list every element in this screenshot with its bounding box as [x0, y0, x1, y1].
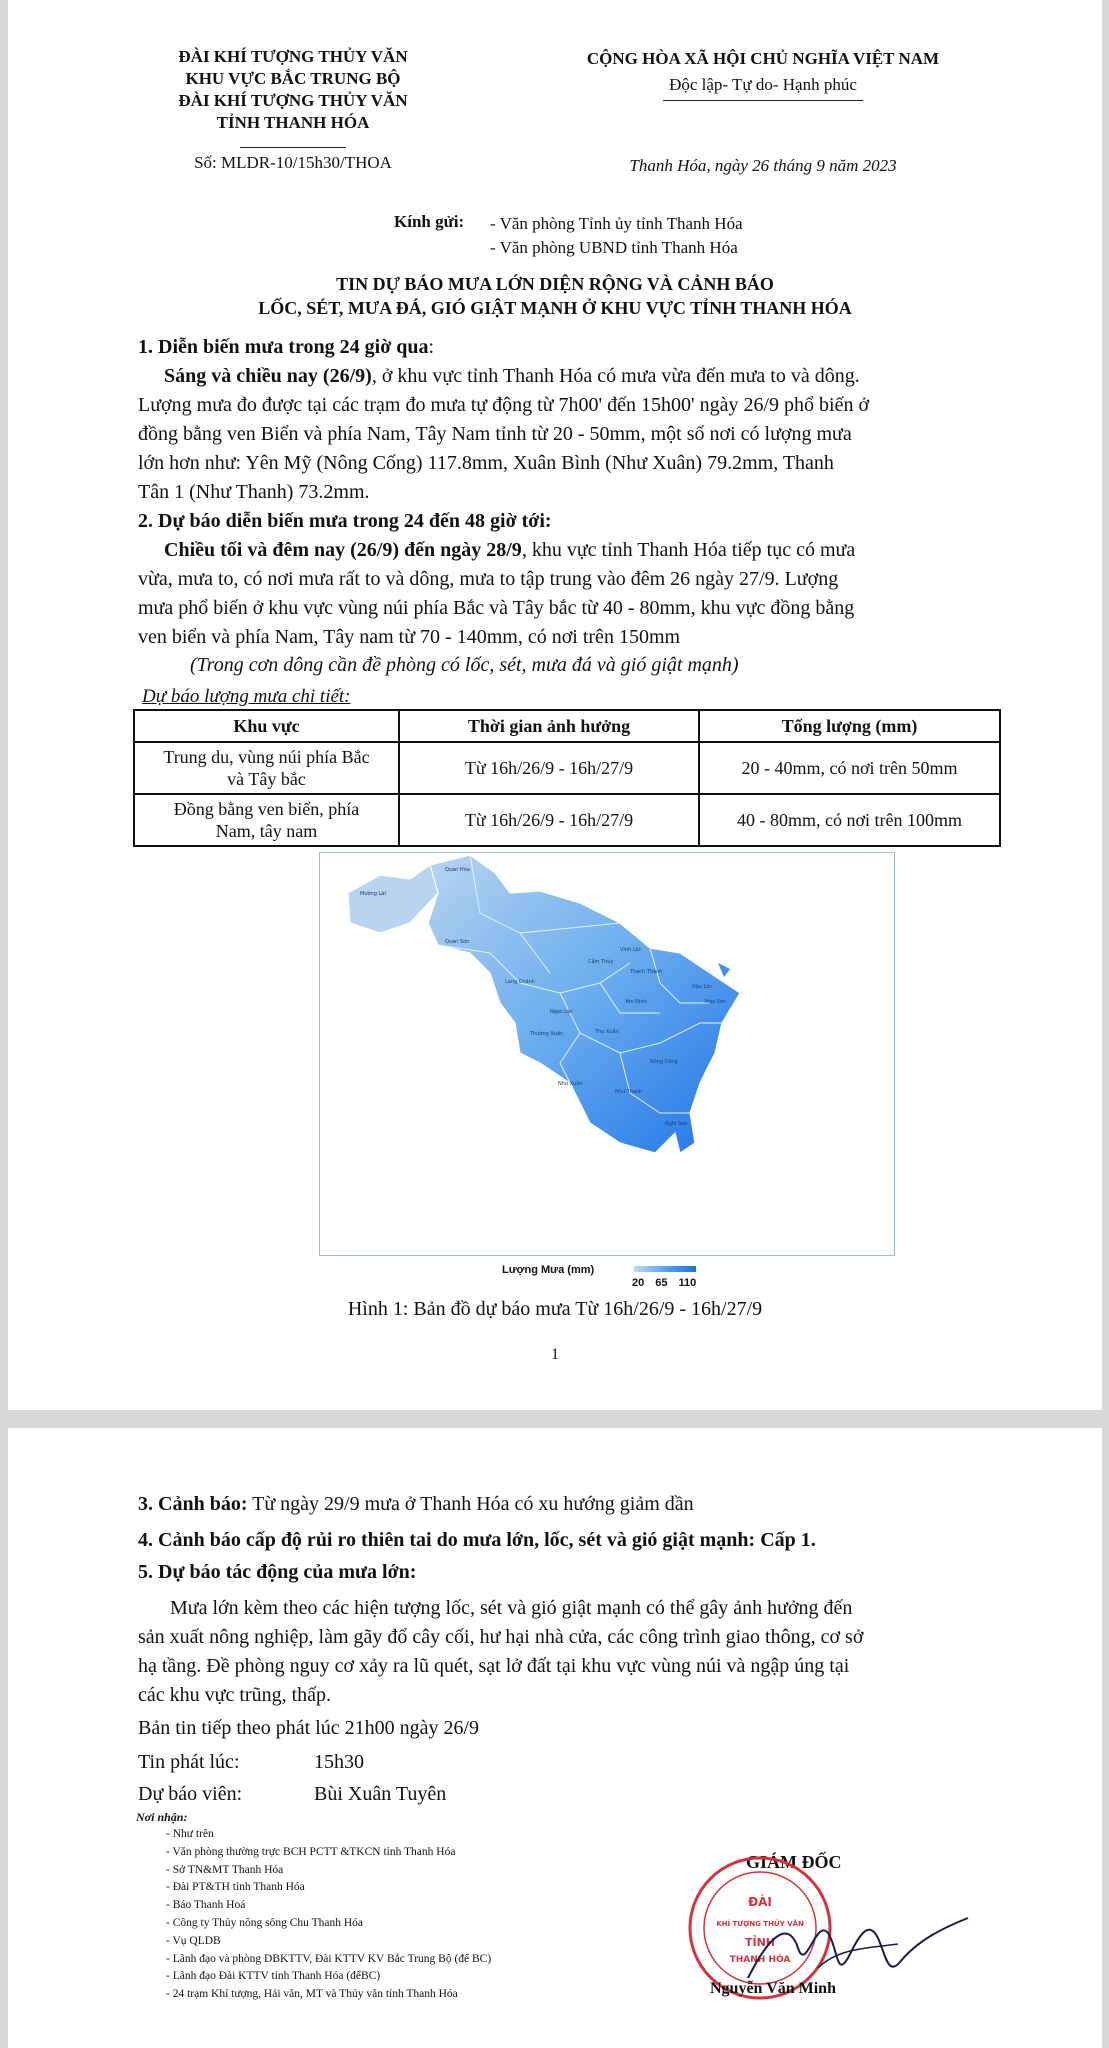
map-legend-ticks: [632, 1277, 712, 1289]
coastal-island: [718, 963, 730, 977]
paragraph-line: Mưa lớn kèm theo các hiện tượng lốc, sét và gió giật mạnh có thể gây ảnh hưởng đến: [170, 1597, 853, 1619]
map-label: Hậu Lộc: [692, 984, 713, 990]
bulletin-title: [108, 272, 1002, 320]
map-label: Thường Xuân: [530, 1031, 564, 1037]
table-row: [134, 794, 1000, 846]
map-label: Cẩm Thủy: [588, 959, 614, 965]
total-cell: 20 - 40mm, có nơi trên 50mm: [699, 742, 1000, 794]
province-shape: [428, 855, 740, 1153]
stamp-line: THANH HÓA: [729, 1955, 791, 1965]
table-row: [134, 742, 1000, 794]
paragraph-line: Lượng mưa đo được tại các trạm đo mưa tự động từ 7h00' đến 15h00' ngày 26/9 phổ biến ở: [138, 394, 870, 416]
org-block-left: [158, 46, 428, 134]
motto-underline: [663, 100, 863, 101]
recipient-item: - Đài PT&TH tỉnh Thanh Hóa: [166, 1881, 305, 1894]
recipient-item: - Văn phòng thường trực BCH PCTT &TKCN tỉnh Thanh Hóa: [166, 1845, 456, 1858]
map-label: Quan Hóa: [445, 867, 470, 873]
map-label: Yên Định: [625, 999, 647, 1005]
area-line: Đồng bằng ven biển, phía: [173, 799, 360, 819]
warning-text: Từ ngày 29/9 mưa ở Thanh Hóa có xu hướng giảm dần: [247, 1493, 694, 1515]
document-page-2: [8, 1428, 1102, 2048]
impact-paragraph: [138, 1594, 1038, 1743]
paragraph-line: lớn hơn như: Yên Mỹ (Nông Cống) 117.8mm, Xuân Bình (Như Xuân) 79.2mm, Thanh: [138, 452, 834, 474]
map-label: Lang Chánh: [505, 979, 535, 985]
area-line: Trung du, vùng núi phía Bắc: [163, 747, 370, 767]
section-heading: 1. Diễn biến mưa trong 24 giờ qua: [138, 336, 429, 358]
issued-value: 15h30: [314, 1751, 364, 1773]
paragraph-line: đồng bằng ven Biển và phía Nam, Tây Nam tỉnh từ 20 - 50mm, một số nơi có lượng mưa: [138, 423, 852, 445]
paragraph-line: hạ tầng. Đề phòng nguy cơ xảy ra lũ quét, sạt lở đất tại khu vực vùng núi và ngập úng tại: [138, 1655, 850, 1677]
figure-caption: Hình 1: Bản đồ dự báo mưa Từ 16h/26/9 - 16h/27/9: [347, 1298, 763, 1320]
stamp-line: TỈNH: [744, 1936, 776, 1949]
paragraph-line: vừa, mưa to, có nơi mưa rất to và dông, mưa to tập trung vào đêm 26 ngày 27/9. Lượng: [138, 568, 839, 590]
header-cell: Thời gian ảnh hưởng: [399, 710, 699, 742]
recipient-item: - Như trên: [166, 1828, 214, 1840]
map-label: Như Xuân: [558, 1081, 583, 1087]
time-cell: Từ 16h/26/9 - 16h/27/9: [399, 742, 699, 794]
paragraph-line: Tân 1 (Như Thanh) 73.2mm.: [138, 481, 370, 503]
time-cell: Từ 16h/26/9 - 16h/27/9: [399, 794, 699, 846]
recipient-item: - 24 trạm Khí tượng, Hải văn, MT và Thủy văn tỉnh Thanh Hóa: [166, 1988, 458, 2001]
map-label: Mường Lát: [360, 891, 387, 897]
area-line: và Tây bắc: [227, 769, 306, 789]
doc-number: Số: MLDR-10/15h30/THOA: [194, 153, 392, 172]
signer-title: GIÁM ĐỐC: [746, 1852, 842, 1872]
paragraph-line: sản xuất nông nghiệp, làm gãy đổ cây cối, hư hại nhà cửa, các công trình giao thông, cơ sở: [138, 1626, 864, 1648]
map-label: Nông Cống: [650, 1059, 678, 1065]
org-line: ĐÀI KHÍ TƯỢNG THỦY VĂN: [178, 47, 408, 66]
table-header-row: [134, 710, 1000, 742]
issue-info: [138, 1746, 638, 1810]
map-legend-bar: [634, 1266, 696, 1272]
signer-name: Nguyễn Văn Minh: [710, 1980, 836, 1997]
motto: Độc lập- Tự do- Hạnh phúc: [669, 75, 857, 94]
section-3-5: [138, 1488, 1038, 1588]
org-underline: [240, 147, 346, 148]
title-line: TIN DỰ BÁO MƯA LỚN DIỆN RỘNG VÀ CẢNH BÁO: [336, 274, 774, 294]
recipient-item: - Báo Thanh Hoá: [166, 1899, 246, 1912]
rain-forecast-table: [133, 709, 1001, 847]
paragraph-text: , khu vực tỉnh Thanh Hóa tiếp tục có mưa: [521, 539, 856, 561]
lead-text: Chiều tối và đêm nay (26/9) đến ngày 28/9: [164, 539, 522, 561]
title-line: LỐC, SÉT, MƯA ĐÁ, GIÓ GIẬT MẠNH Ở KHU VỰC TỈNH THANH HÓA: [258, 298, 852, 318]
legend-tick: 65: [655, 1277, 668, 1289]
paragraph-text: , ở khu vực tỉnh Thanh Hóa có mưa vừa đến mưa to và dông.: [371, 365, 860, 387]
org-line: ĐÀI KHÍ TƯỢNG THỦY VĂN: [178, 91, 408, 110]
date-line: Thanh Hóa, ngày 26 tháng 9 năm 2023: [629, 156, 897, 175]
thunderstorm-note: (Trong cơn dông cần đề phòng có lốc, sét, mưa đá và gió giật mạnh): [190, 654, 739, 676]
section-heading: 4. Cảnh báo cấp độ rủi ro thiên tai do mưa lớn, lốc, sét và gió giật mạnh: Cấp 1.: [138, 1529, 816, 1551]
legend-tick: 20: [632, 1277, 645, 1289]
paragraph-line: ven biển và phía Nam, Tây nam từ 70 - 140mm, có nơi trên 150mm: [138, 626, 681, 648]
section-1: [138, 333, 1018, 678]
recipient-label: Kính gửi:: [394, 212, 465, 231]
recipient-line: - Văn phòng UBND tỉnh Thanh Hóa: [490, 238, 738, 257]
area-line: Nam, tây nam: [215, 821, 318, 841]
area-cell: [134, 742, 399, 794]
heading-colon: :: [428, 336, 435, 358]
recipient-line: - Văn phòng Tỉnh ủy tỉnh Thanh Hóa: [490, 214, 743, 233]
republic-title: CỘNG HÒA XÃ HỘI CHỦ NGHĨA VIỆT NAM: [586, 49, 940, 68]
map-label: Quan Sơn: [445, 939, 470, 945]
next-bulletin: Bản tin tiếp theo phát lúc 21h00 ngày 26/9: [138, 1717, 480, 1739]
document-page-1: [8, 0, 1102, 1410]
section-heading: 3. Cảnh báo:: [138, 1493, 248, 1515]
map-label: Thạch Thành: [630, 969, 663, 975]
map-legend-title: Lượng Mưa (mm): [502, 1264, 595, 1276]
paragraph-line: mưa phổ biến ở khu vực vùng núi phía Bắc và Tây bắc từ 40 - 80mm, khu vực đồng bằng: [138, 597, 855, 619]
recipient-item: - Lãnh đạo và phòng DBKTTV, Đài KTTV KV Bắc Trung Bộ (để BC): [166, 1952, 492, 1965]
paragraph-line: các khu vực trũng, thấp.: [138, 1684, 331, 1706]
legend-tick: 110: [678, 1277, 697, 1289]
forecaster-value: Bùi Xuân Tuyên: [314, 1783, 447, 1805]
rain-map-frame: [319, 852, 895, 1256]
header-cell: Tổng lượng (mm): [699, 710, 1000, 742]
detail-label: Dự báo lượng mưa chi tiết:: [142, 686, 351, 707]
org-line: KHU VỰC BẮC TRUNG BỘ: [185, 69, 401, 88]
map-label: Nga Sơn: [705, 999, 726, 1005]
stamp-line: ĐÀI: [748, 1895, 772, 1909]
map-label: Ngọc Lặc: [550, 1009, 573, 1015]
forecaster-label: Dự báo viên:: [138, 1783, 243, 1805]
map-label: Nghi Sơn: [665, 1121, 688, 1127]
lead-text: Sáng và chiều nay (26/9): [164, 365, 372, 387]
total-cell: 40 - 80mm, có nơi trên 100mm: [699, 794, 1000, 846]
page-number: 1: [551, 1346, 559, 1363]
recipient-item: - Lãnh đạo Đài KTTV tỉnh Thanh Hóa (đểBC): [166, 1970, 381, 1983]
section-heading: 5. Dự báo tác động của mưa lớn:: [138, 1561, 417, 1583]
stamp-line: KHÍ TƯỢNG THỦY VĂN: [716, 1920, 804, 1928]
area-cell: [134, 794, 399, 846]
recipient-item: - Vụ QLDB: [166, 1934, 221, 1947]
recipient-list: [490, 212, 743, 260]
map-label: Vĩnh Lộc: [620, 947, 642, 953]
org-line: TỈNH THANH HÓA: [216, 113, 370, 132]
recipients-label: Nơi nhận:: [136, 1810, 188, 1824]
issued-label: Tin phát lúc:: [138, 1751, 240, 1773]
rain-map: [320, 853, 894, 1255]
header-cell: Khu vực: [134, 710, 399, 742]
section-heading: 2. Dự báo diễn biến mưa trong 24 đến 48 giờ tới:: [138, 510, 552, 532]
recipient-item: - Công ty Thủy nông sông Chu Thanh Hóa: [166, 1916, 363, 1929]
recipients-list: [166, 1826, 491, 2004]
map-label: Như Thanh: [615, 1089, 643, 1095]
recipient-item: - Sở TN&MT Thanh Hóa: [166, 1863, 284, 1876]
map-label: Thọ Xuân: [595, 1029, 619, 1035]
